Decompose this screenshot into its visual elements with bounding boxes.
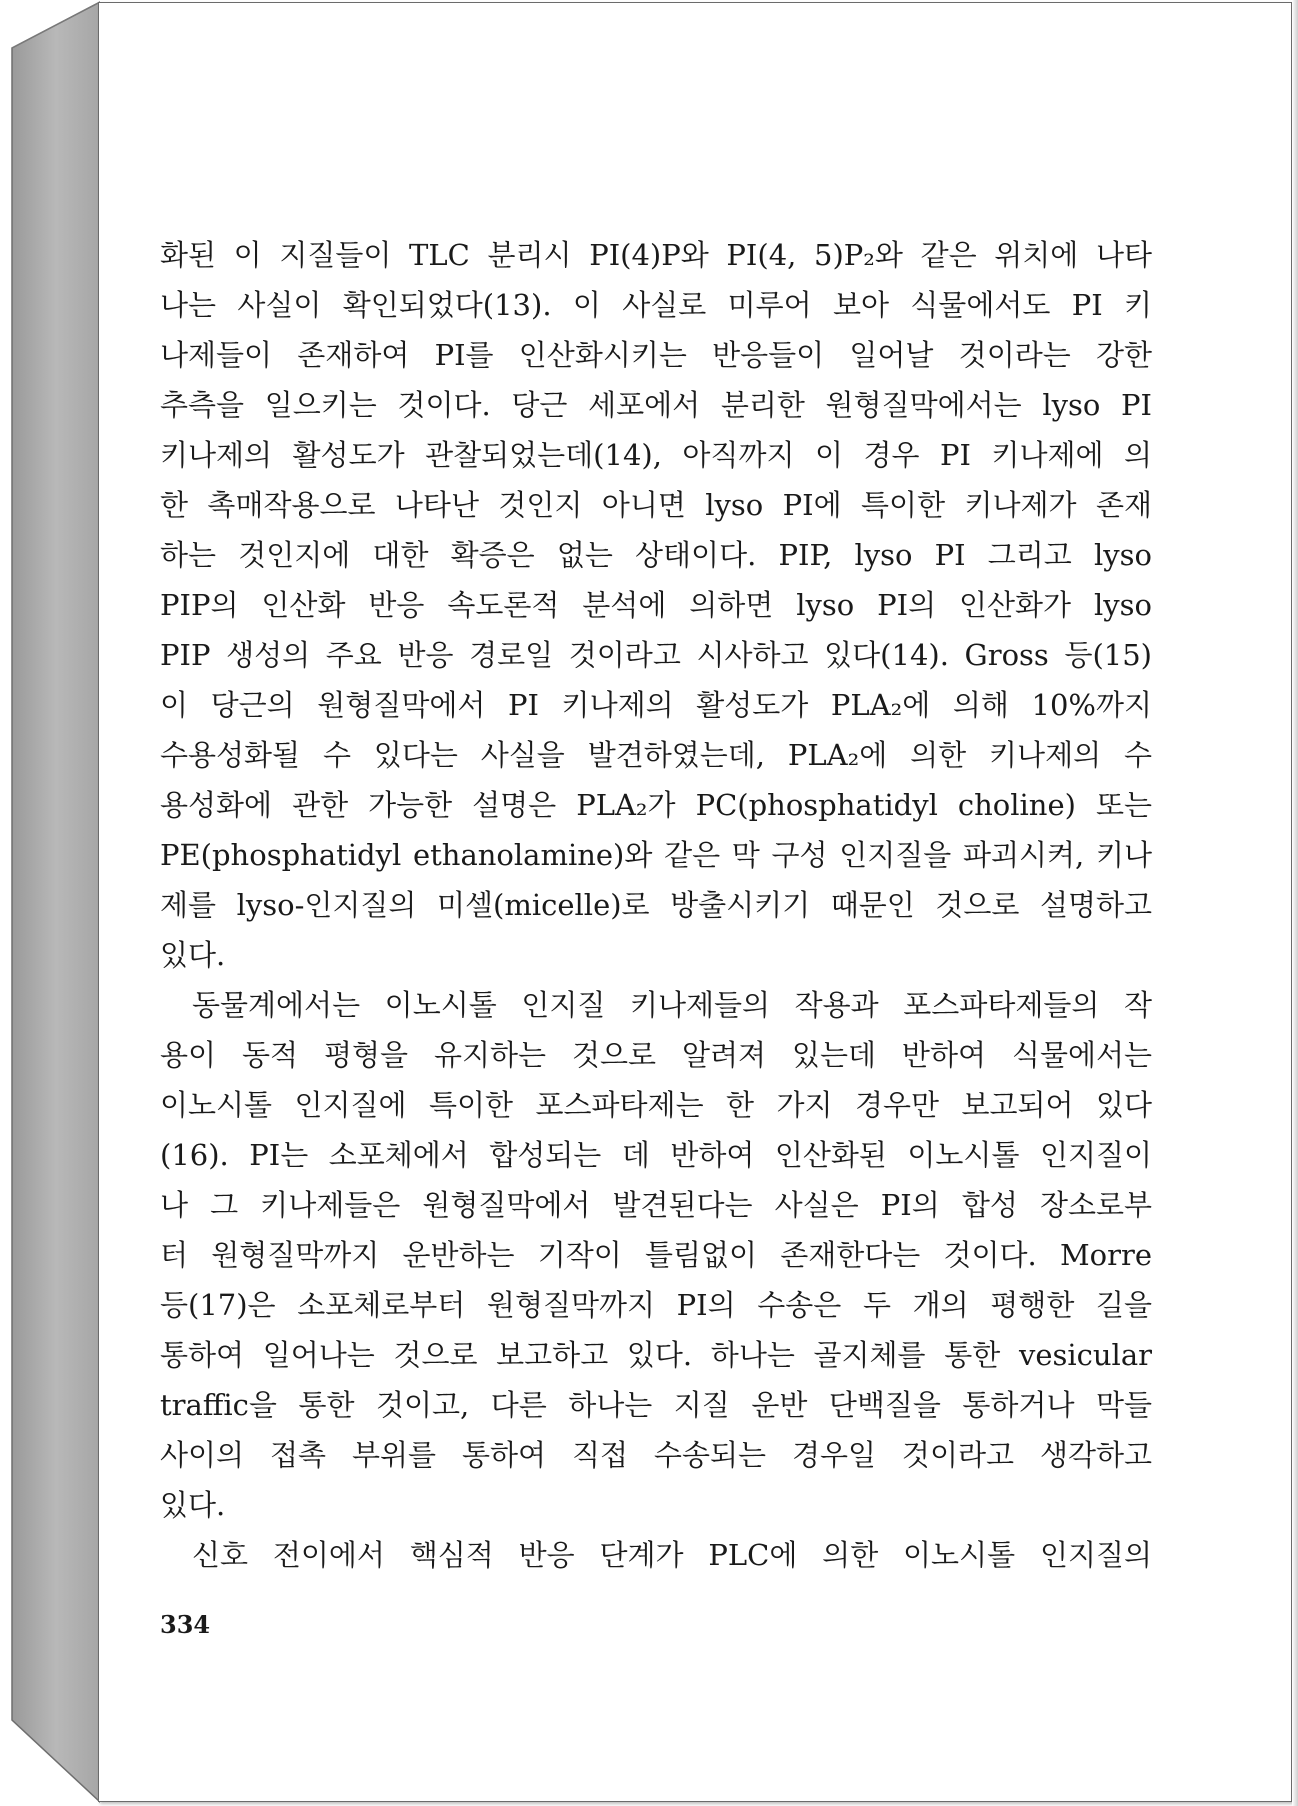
page-right-edge <box>1292 0 1298 1806</box>
text-line: 수용성화될 수 있다는 사실을 발견하였는데, PLA₂에 의한 키나제의 수 <box>160 738 1152 772</box>
text-line: 한 촉매작용으로 나타난 것인지 아니면 lyso PI에 특이한 키나제가 존재 <box>160 488 1152 522</box>
text-line: (16). PI는 소포체에서 합성되는 데 반하여 인산화된 이노시톨 인지질이 <box>160 1138 1152 1172</box>
text-line: PIP의 인산화 반응 속도론적 분석에 의하면 lyso PI의 인산화가 lyso <box>160 588 1152 622</box>
text-line: 나 그 키나제들은 원형질막에서 발견된다는 사실은 PI의 합성 장소로부 <box>160 1188 1152 1222</box>
text-line: 하는 것인지에 대한 확증은 없는 상태이다. PIP, lyso PI 그리고 lyso <box>160 538 1152 572</box>
text-line: 나제들이 존재하여 PI를 인산화시키는 반응들이 일어날 것이라는 강한 <box>160 338 1152 372</box>
text-line: PE(phosphatidyl ethanolamine)와 같은 막 구성 인지질을 파괴시켜, 키나 <box>160 838 1152 872</box>
text-line: 키나제의 활성도가 관찰되었는데(14), 아직까지 이 경우 PI 키나제에 의 <box>160 438 1152 472</box>
page-number: 334 <box>160 1610 211 1639</box>
book-spine-graphic <box>0 0 100 1806</box>
text-line: 신호 전이에서 핵심적 반응 단계가 PLC에 의한 이노시톨 인지질의 <box>192 1538 1152 1572</box>
text-line: 용성화에 관한 가능한 설명은 PLA₂가 PC(phosphatidyl choline) 또는 <box>160 788 1152 822</box>
body-text <box>160 230 1152 1580</box>
text-line: 나는 사실이 확인되었다(13). 이 사실로 미루어 보아 식물에서도 PI 키 <box>160 288 1152 322</box>
text-line: PIP 생성의 주요 반응 경로일 것이라고 시사하고 있다(14). Gross 등(15) <box>160 638 1152 672</box>
text-line: 통하여 일어나는 것으로 보고하고 있다. 하나는 골지체를 통한 vesicular <box>160 1338 1152 1372</box>
text-line: 등(17)은 소포체로부터 원형질막까지 PI의 수송은 두 개의 평행한 길을 <box>160 1288 1152 1322</box>
text-line: 있다. <box>160 938 226 972</box>
text-line: 추측을 일으키는 것이다. 당근 세포에서 분리한 원형질막에서는 lyso PI <box>160 388 1152 422</box>
text-line: 있다. <box>160 1488 226 1522</box>
text-line: 동물계에서는 이노시톨 인지질 키나제들의 작용과 포스파타제들의 작 <box>192 988 1152 1022</box>
text-line: 제를 lyso-인지질의 미셀(micelle)로 방출시키기 때문인 것으로 설명하고 <box>160 888 1152 922</box>
text-line: 용이 동적 평형을 유지하는 것으로 알려져 있는데 반하여 식물에서는 <box>160 1038 1152 1072</box>
text-line: traffic을 통한 것이고, 다른 하나는 지질 운반 단백질을 통하거나 막들 <box>160 1388 1152 1422</box>
text-line: 이노시톨 인지질에 특이한 포스파타제는 한 가지 경우만 보고되어 있다 <box>160 1088 1152 1122</box>
text-line: 이 당근의 원형질막에서 PI 키나제의 활성도가 PLA₂에 의해 10%까지 <box>160 688 1152 722</box>
text-line: 사이의 접촉 부위를 통하여 직접 수송되는 경우일 것이라고 생각하고 <box>160 1438 1152 1472</box>
text-line: 터 원형질막까지 운반하는 기작이 틀림없이 존재한다는 것이다. Morre <box>160 1238 1152 1272</box>
text-line: 화된 이 지질들이 TLC 분리시 PI(4)P와 PI(4, 5)P₂와 같은 위치에 나타 <box>160 238 1152 272</box>
